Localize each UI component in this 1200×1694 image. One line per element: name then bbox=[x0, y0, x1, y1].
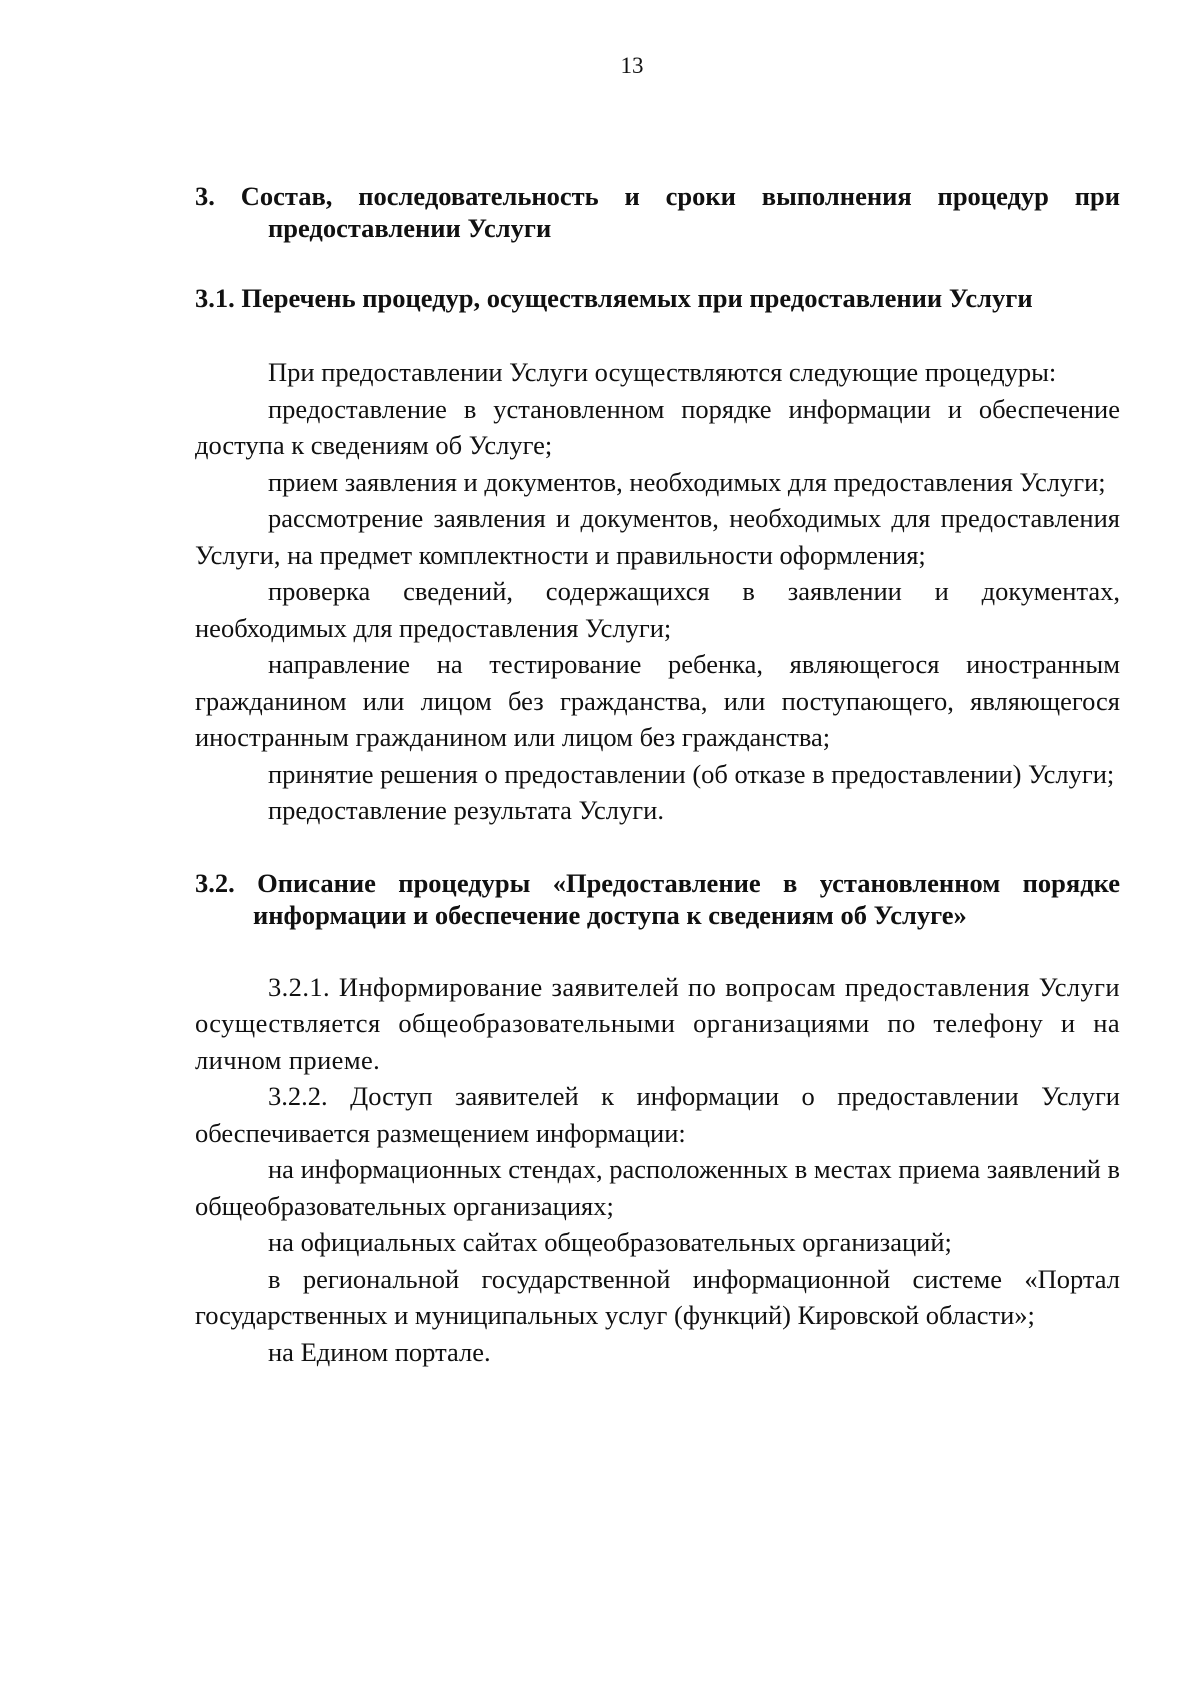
section-title: Состав, последовательность и сроки выполнения процедур при предоставлении Услуги bbox=[240, 181, 1121, 243]
paragraph-3-2-2: 3.2.2. Доступ заявителей к информации о предоставлении Услуги обеспечивается размещением информации: bbox=[195, 1081, 1120, 1148]
section-heading-3-2 bbox=[195, 867, 1120, 931]
section-heading-3-1 bbox=[195, 282, 1120, 314]
section-title: Перечень процедур, осуществляемых при предоставлении Услуги bbox=[241, 283, 1033, 313]
section-number: 3.1. bbox=[195, 283, 235, 313]
info-location-item: на информационных стендах, расположенных в местах приема заявлений в общеобразовательных организациях; bbox=[195, 1154, 1120, 1221]
procedure-item: проверка сведений, содержащихся в заявлении и документах, необходимых для предоставления Услуги; bbox=[195, 576, 1120, 643]
page-number: 13 bbox=[620, 53, 644, 78]
document-body bbox=[195, 180, 1120, 1370]
info-location-item: на официальных сайтах общеобразовательных организаций; bbox=[268, 1227, 952, 1257]
info-location-item: на Едином портале. bbox=[268, 1336, 491, 1367]
procedure-item: направление на тестирование ребенка, являющегося иностранным гражданином или лицом без гражданства, или поступающего, являющегося иностранным гражданином или лицом без гражданства; bbox=[195, 649, 1120, 752]
procedure-item: принятие решения о предоставлении (об отказе в предоставлении) Услуги; bbox=[268, 758, 1115, 789]
section-number: 3. bbox=[195, 181, 215, 211]
procedure-item: рассмотрение заявления и документов, необходимых для предоставления Услуги, на предмет комплектности и правильности оформления; bbox=[195, 503, 1120, 570]
paragraph-3-2-1: 3.2.1. Информирование заявителей по вопросам предоставления Услуги осуществляется общеобразовательными организациями по телефону и на личном приеме. bbox=[195, 971, 1120, 1075]
section-number: 3.2. bbox=[195, 867, 235, 898]
info-location-item: в региональной государственной информационной системе «Портал государственных и муниципальных услуг (функций) Кировской области»; bbox=[195, 1263, 1120, 1330]
section-heading-3 bbox=[195, 180, 1120, 244]
procedures-intro: При предоставлении Услуги осуществляются следующие процедуры: bbox=[268, 357, 1057, 387]
procedure-item: предоставление результата Услуги. bbox=[268, 795, 664, 825]
procedure-item: прием заявления и документов, необходимых для предоставления Услуги; bbox=[268, 466, 1106, 497]
procedure-item: предоставление в установленном порядке информации и обеспечение доступа к сведениям об Услуге; bbox=[195, 393, 1120, 460]
section-title: Описание процедуры «Предоставление в установленном порядке информации и обеспечение доступа к сведениям об Услуге» bbox=[253, 867, 1121, 930]
